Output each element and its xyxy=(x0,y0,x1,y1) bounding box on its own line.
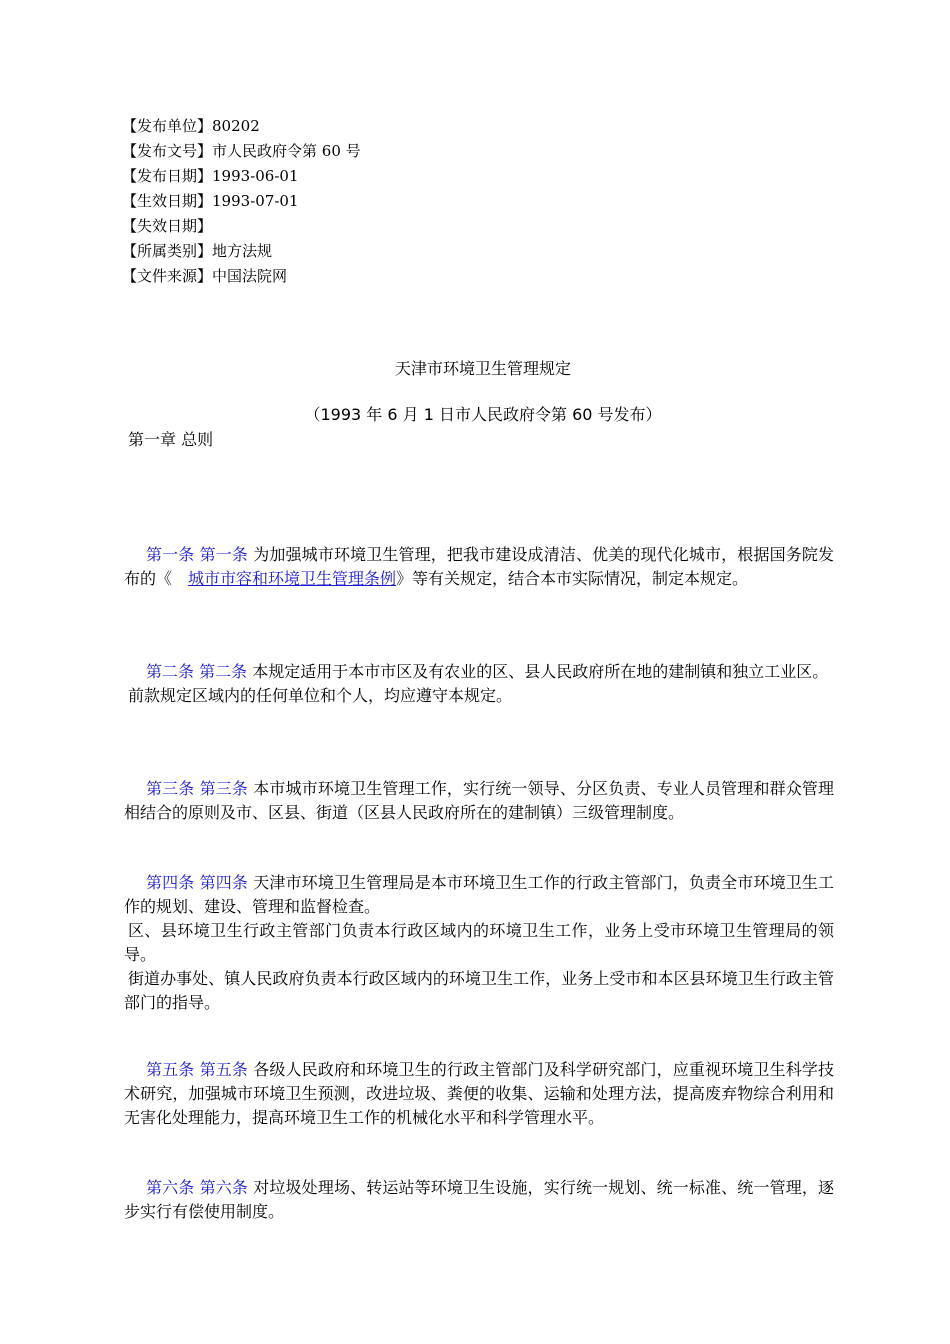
article-paragraph xyxy=(124,1058,834,1130)
article-label[interactable]: 第三条 xyxy=(146,779,195,798)
article-5 xyxy=(124,1058,834,1130)
meta-row-source xyxy=(122,264,361,289)
article-label[interactable]: 第四条 xyxy=(199,873,249,892)
article-4 xyxy=(124,871,834,1015)
article-text: 为加强城市环境卫生管理，把我市建设成清洁、优美的现代化城市，根据国务院发布的《 xyxy=(124,545,834,588)
meta-value: 1993-07-01 xyxy=(212,192,299,210)
article-text: 本规定适用于本市市区及有农业的区、县人民政府所在地的建制镇和独立工业区。 xyxy=(252,662,829,681)
meta-value: 市人民政府令第 60 号 xyxy=(212,142,361,160)
article-paragraph xyxy=(124,871,834,919)
article-paragraph xyxy=(124,1176,834,1224)
article-text: 》等有关规定，结合本市实际情况，制定本规定。 xyxy=(396,569,749,588)
meta-value: 中国法院网 xyxy=(212,267,288,285)
article-label[interactable]: 第五条 xyxy=(199,1060,249,1079)
meta-row-category xyxy=(122,239,361,264)
article-paragraph: 街道办事处、镇人民政府负责本行政区域内的环境卫生工作，业务上受市和本区县环境卫生行政主管部门的指导。 xyxy=(124,969,834,1012)
article-label[interactable]: 第六条 xyxy=(199,1178,249,1197)
meta-key: 【所属类别】 xyxy=(122,242,213,260)
article-text: 天津市环境卫生管理局是本市环境卫生工作的行政主管部门，负责全市环境卫生工作的规划、建设、管理和监督检查。 xyxy=(124,873,834,916)
document-title: 天津市环境卫生管理规定 xyxy=(394,359,571,378)
meta-row-issue-date xyxy=(122,164,361,189)
meta-key: 【文件来源】 xyxy=(122,267,213,285)
article-text: 各级人民政府和环境卫生的行政主管部门及科学研究部门，应重视环境卫生科学技术研究，加强城市环境卫生预测，改进垃圾、粪便的收集、运输和处理方法，提高废弃物综合利用和无害化处理能力，提高环境卫生工作的机械化水平和科学管理水平。 xyxy=(124,1060,834,1127)
meta-value: 1993-06-01 xyxy=(212,167,299,185)
meta-key: 【失效日期】 xyxy=(122,217,213,235)
metadata-block xyxy=(122,114,361,289)
article-text: 本市城市环境卫生管理工作，实行统一领导、分区负责、专业人员管理和群众管理相结合的原则及市、区县、街道（区县人民政府所在的建制镇）三级管理制度。 xyxy=(124,779,834,822)
article-paragraph: 前款规定区域内的任何单位和个人，均应遵守本规定。 xyxy=(128,686,513,705)
article-text: 对垃圾处理场、转运站等环境卫生设施，实行统一规划、统一标准、统一管理，逐步实行有偿使用制度。 xyxy=(124,1178,834,1221)
article-label[interactable]: 第二条 xyxy=(146,662,195,681)
meta-key: 【发布日期】 xyxy=(122,167,213,185)
document-subtitle: （1993 年 6 月 1 日市人民政府令第 60 号发布） xyxy=(304,405,662,424)
article-6 xyxy=(124,1176,834,1224)
meta-value: 地方法规 xyxy=(212,242,273,260)
article-label[interactable]: 第二条 xyxy=(199,662,248,681)
meta-row-effective-date xyxy=(122,189,361,214)
article-label[interactable]: 第四条 xyxy=(146,873,195,892)
meta-row-doc-number xyxy=(122,139,361,164)
article-3 xyxy=(124,777,834,825)
article-label[interactable]: 第三条 xyxy=(199,779,249,798)
article-label[interactable]: 第五条 xyxy=(146,1060,195,1079)
meta-key: 【生效日期】 xyxy=(122,192,213,210)
article-paragraph: 区、县环境卫生行政主管部门负责本行政区域内的环境卫生工作，业务上受市环境卫生管理局的领导。 xyxy=(124,921,834,964)
regulation-link[interactable]: 城市市容和环境卫生管理条例 xyxy=(188,569,397,588)
article-1 xyxy=(124,543,834,591)
article-label[interactable]: 第一条 xyxy=(199,545,249,564)
meta-key: 【发布文号】 xyxy=(122,142,213,160)
chapter-heading: 第一章 总则 xyxy=(128,430,214,449)
meta-row-expiry-date xyxy=(122,214,361,239)
article-label[interactable]: 第六条 xyxy=(146,1178,195,1197)
meta-key: 【发布单位】 xyxy=(122,117,213,135)
meta-value: 80202 xyxy=(212,117,260,135)
meta-row-issuer xyxy=(122,114,361,139)
article-paragraph xyxy=(124,543,834,591)
article-paragraph xyxy=(124,777,834,825)
article-2 xyxy=(124,660,834,708)
article-paragraph xyxy=(124,660,834,684)
article-label[interactable]: 第一条 xyxy=(146,545,195,564)
